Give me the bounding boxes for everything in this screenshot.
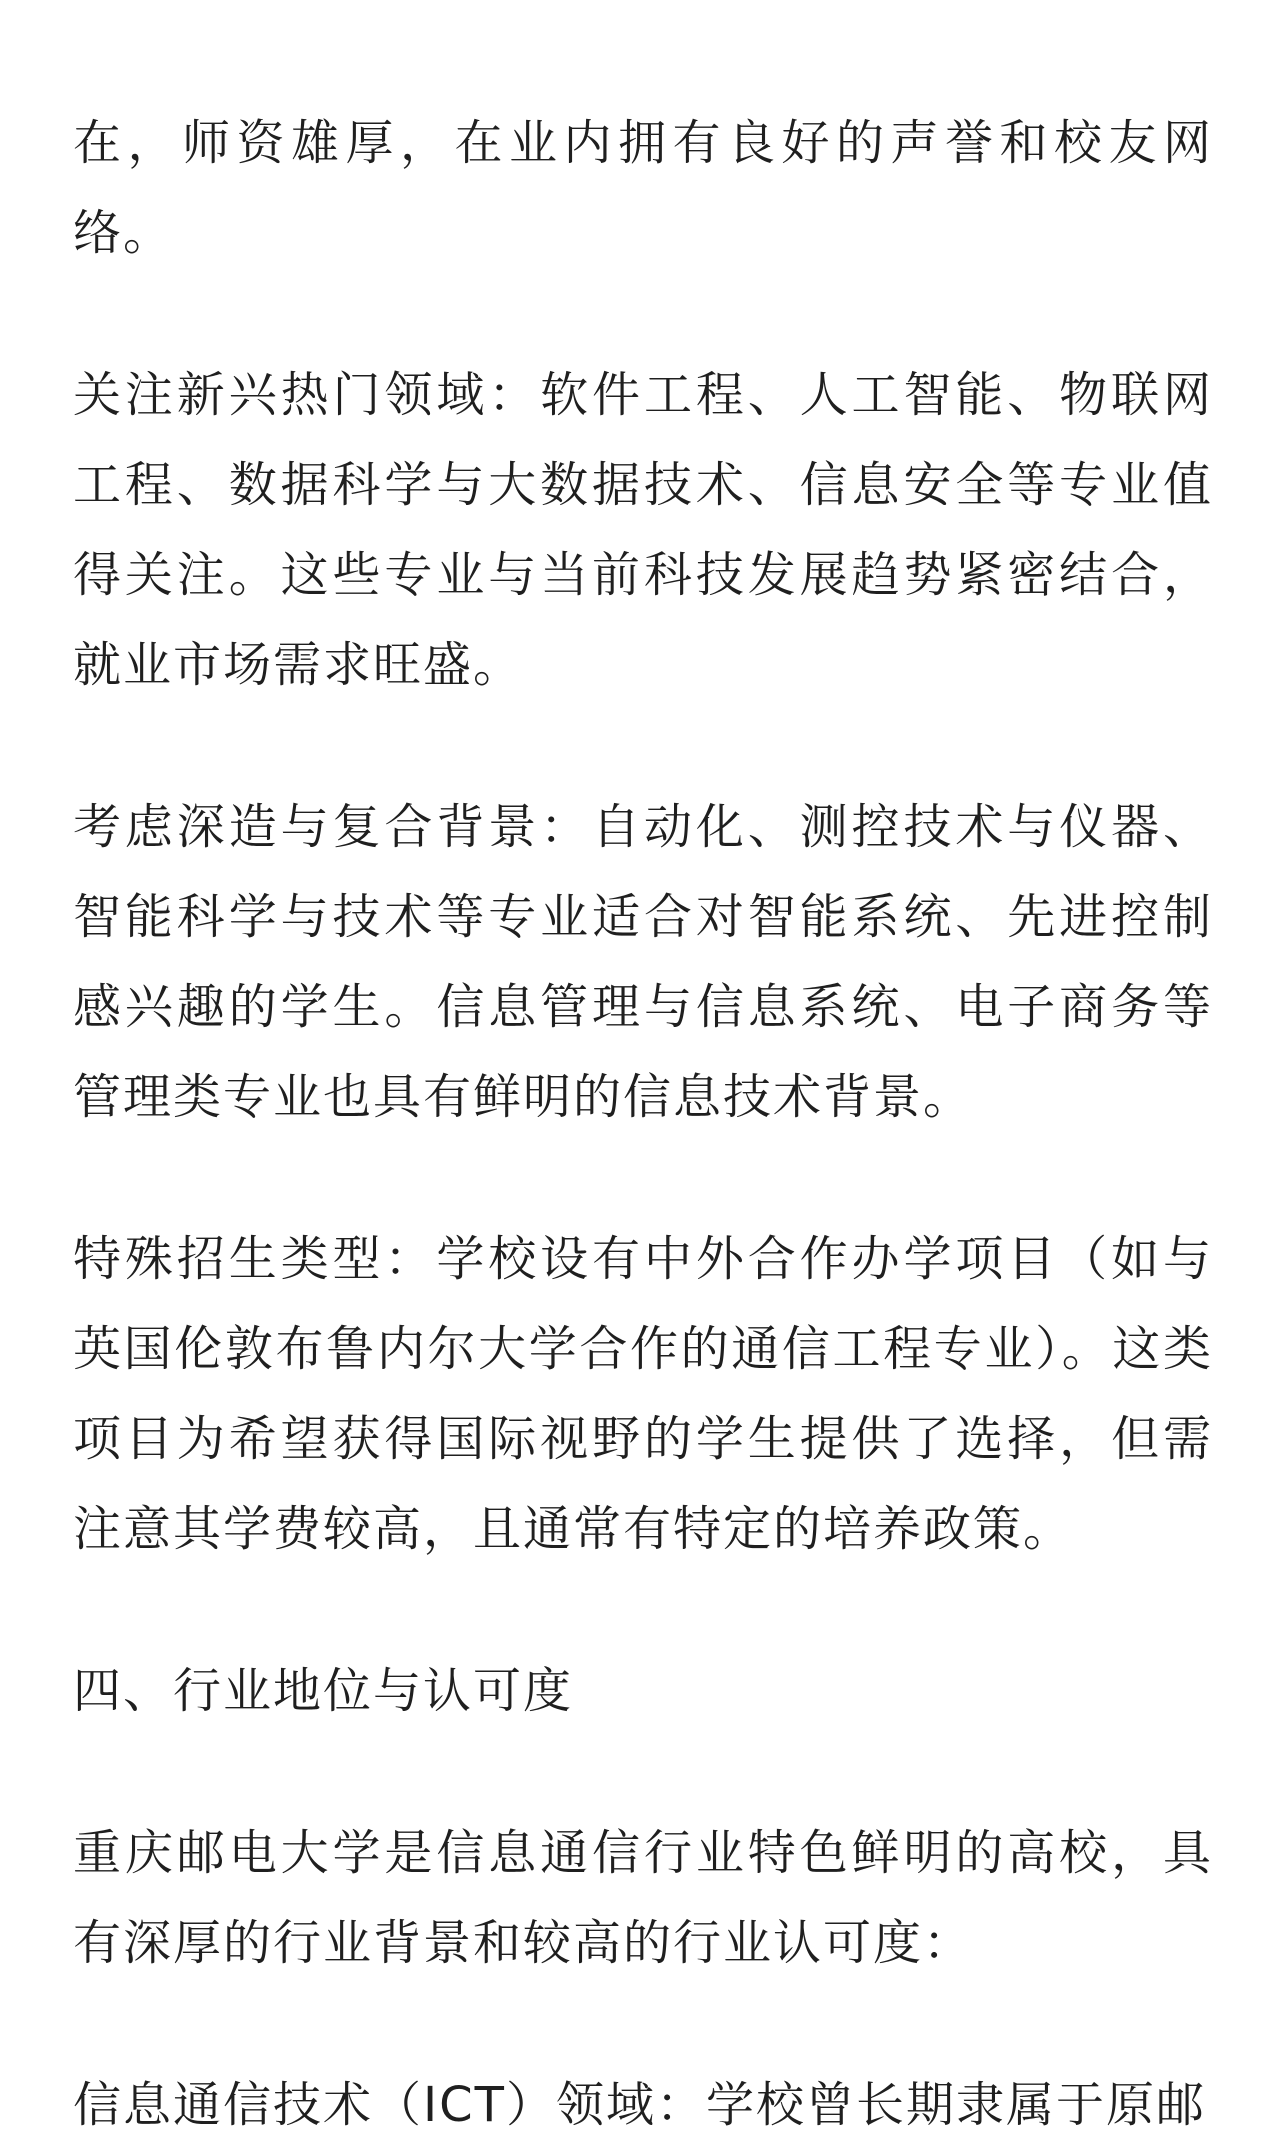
article-body — [73, 98, 1213, 2150]
paragraph-special-admission: 特殊招生类型：学校设有中外合作办学项目（如与英国伦敦布鲁内尔大学合作的通信工程专业）。这类项目为希望获得国际视野的学生提供了选择，但需注意其学费较高，且通常有特定的培养政策。 — [73, 1231, 1213, 1557]
section-heading-industry-status: 四、行业地位与认可度 — [73, 1663, 574, 1719]
paragraph-further-study: 考虑深造与复合背景：自动化、测控技术与仪器、智能科学与技术等专业适合对智能系统、先进控制感兴趣的学生。信息管理与信息系统、电子商务等管理类专业也具有鲜明的信息技术背景。 — [73, 799, 1213, 1125]
paragraph-ict-field: 信息通信技术（ICT）领域：学校曾长期隶属于原邮 — [73, 2077, 1206, 2133]
paragraph-emerging-fields: 关注新兴热门领域：软件工程、人工智能、物联网工程、数据科学与大数据技术、信息安全等专业值得关注。这些专业与当前科技发展趋势紧密结合，就业市场需求旺盛。 — [73, 367, 1213, 693]
paragraph-alumni: 在，师资雄厚，在业内拥有良好的声誉和校友网络。 — [73, 115, 1213, 261]
paragraph-industry-recognition: 重庆邮电大学是信息通信行业特色鲜明的高校，具有深厚的行业背景和较高的行业认可度： — [73, 1825, 1213, 1971]
